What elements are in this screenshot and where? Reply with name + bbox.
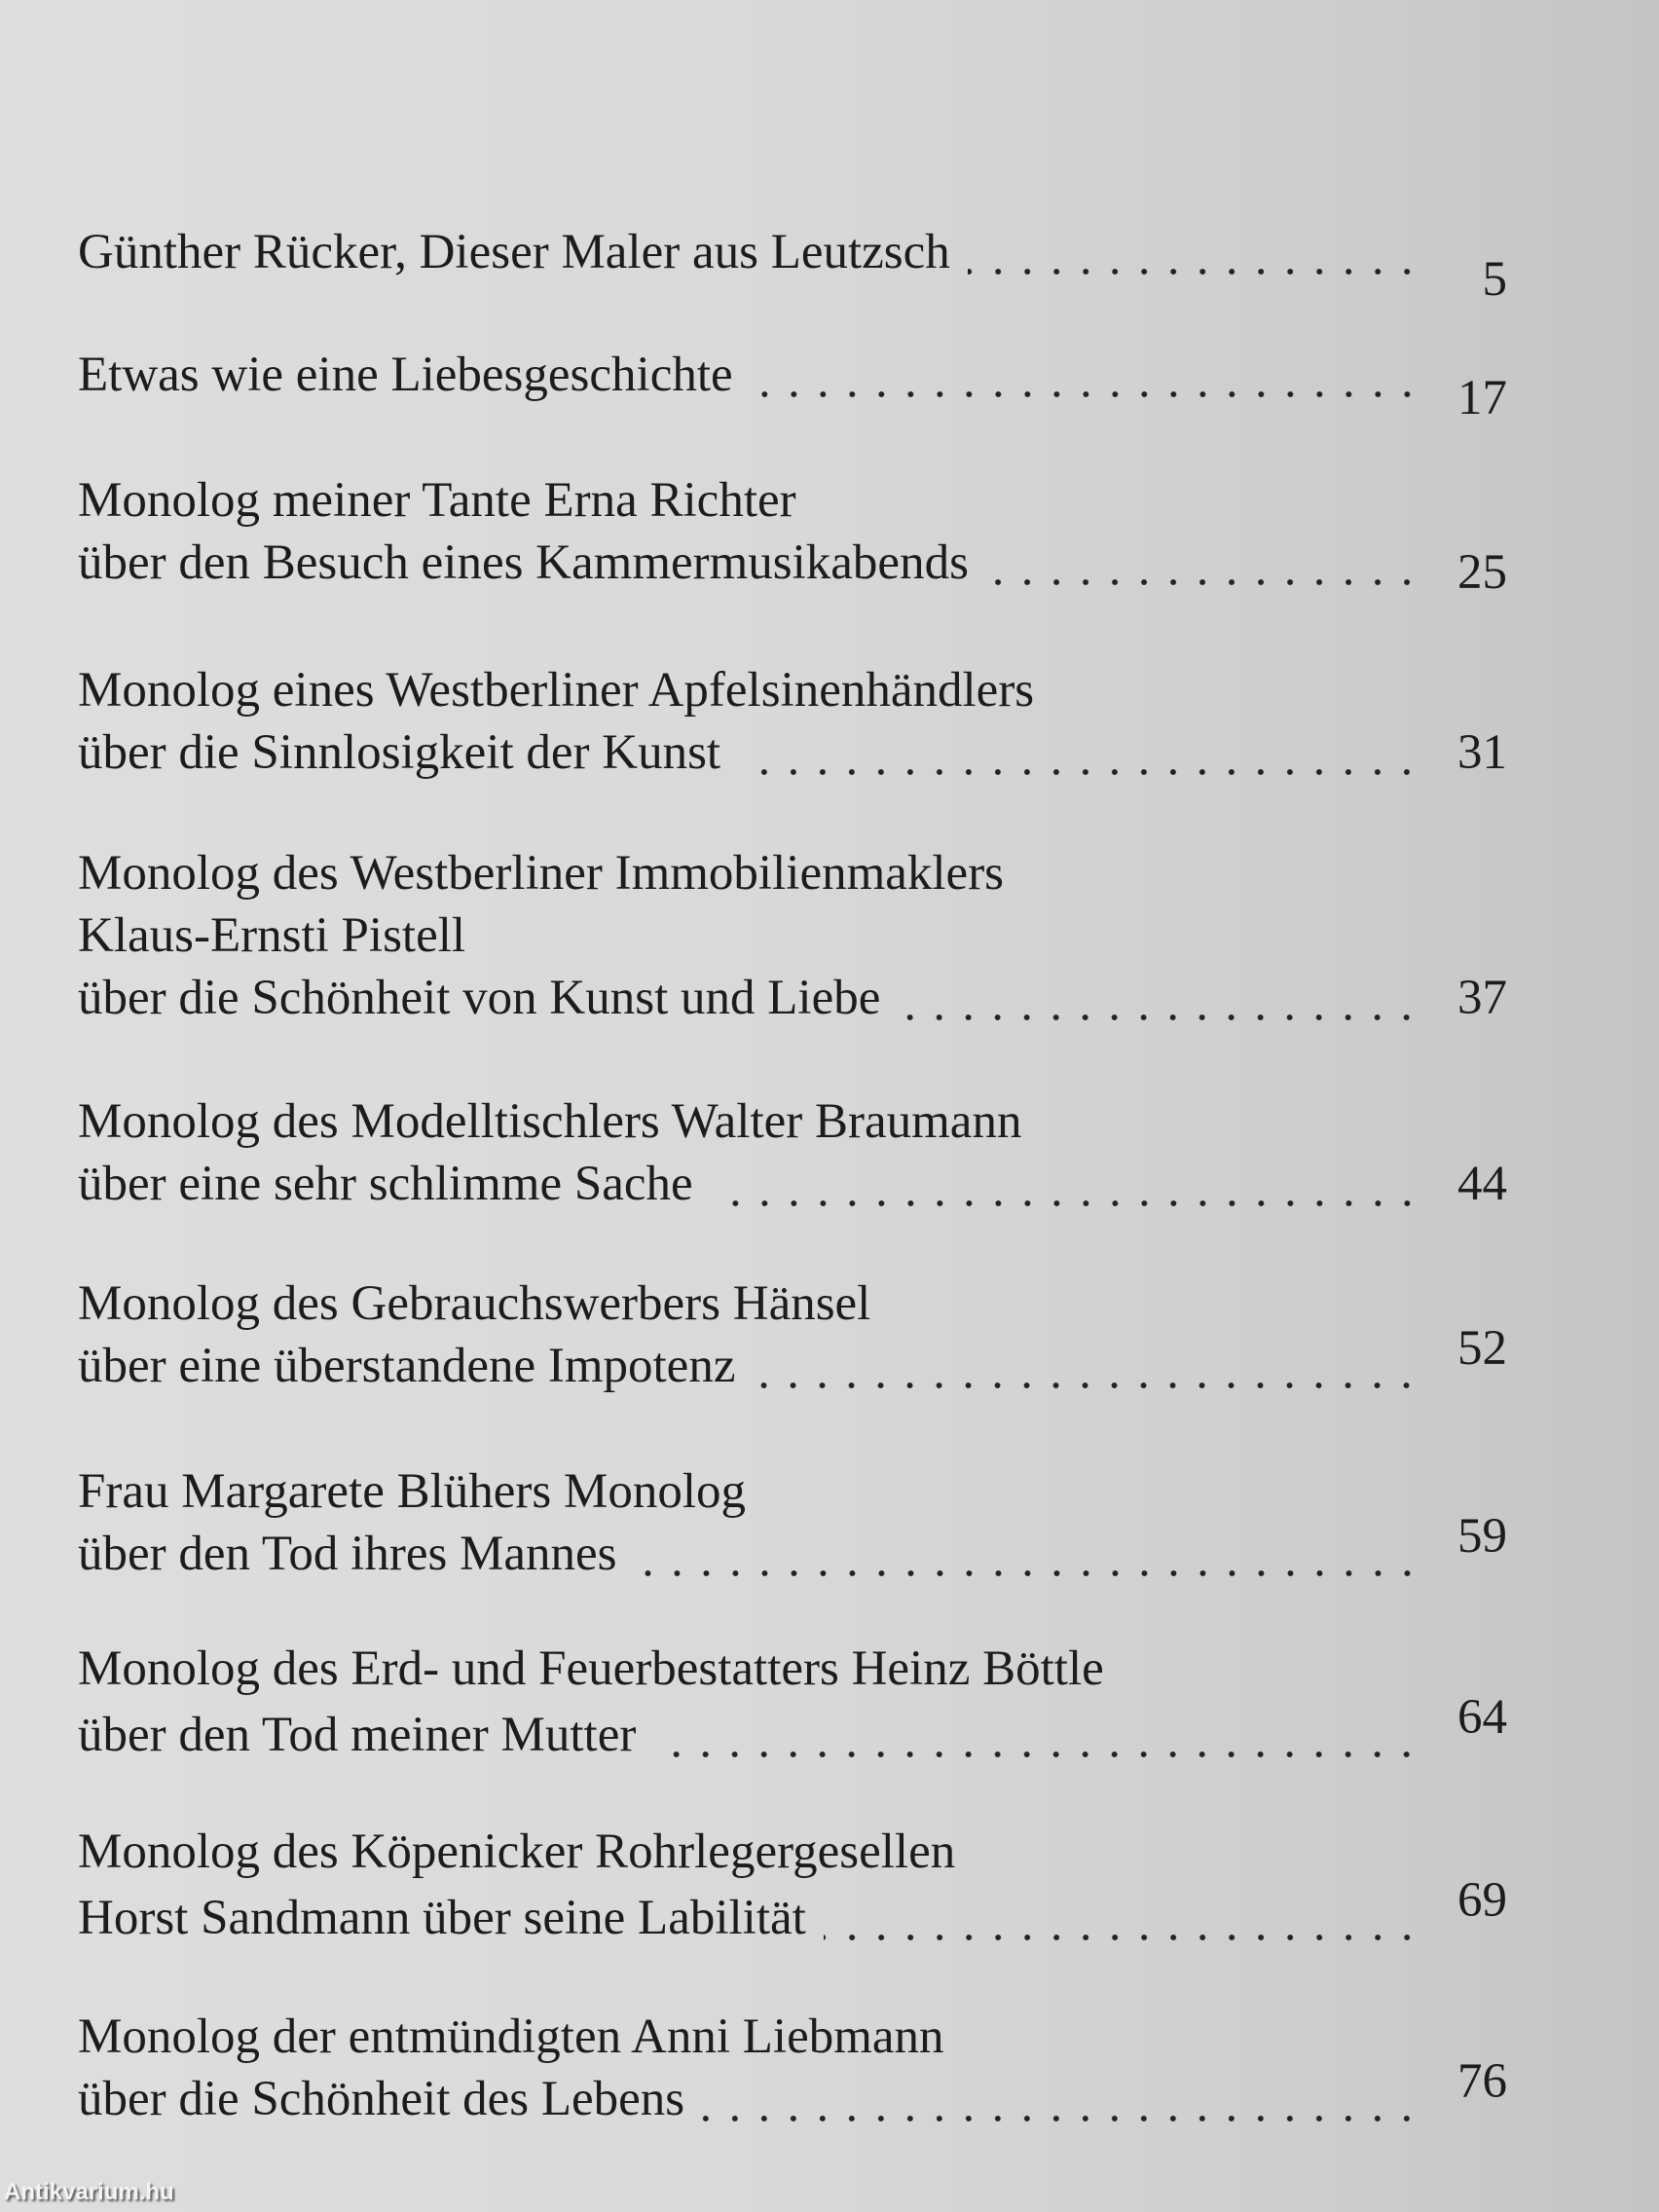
leader-dots [653,1704,1423,1766]
toc-entry [78,659,1507,784]
leader-dots [702,2068,1423,2130]
toc-entry [78,1821,1507,1949]
toc-page-number: 64 [1457,1690,1507,1745]
toc-entry-title-line: über die Schönheit von Kunst und Liebe [78,971,881,1025]
toc-entry-title-line: über den Tod ihres Mannes [78,1527,617,1581]
leader-dots [898,967,1423,1029]
leader-dots [753,1335,1423,1397]
leader-dots [738,721,1423,784]
toc-page-number: 31 [1457,725,1507,780]
toc-entry-title-line: Günther Rücker, Dieser Maler aus Leutzsch [78,225,950,279]
toc-entry [78,469,1507,600]
leader-dots [986,532,1423,594]
toc-entry-title-line: über die Sinnlosigkeit der Kunst [78,725,721,780]
toc-page-number: 17 [1457,371,1507,425]
toc-entry [78,344,1507,425]
toc-entry [78,221,1507,307]
toc-entry-title-line: Monolog des Westberliner Immobilienmaklers [78,846,1005,901]
toc-page-number: 44 [1457,1157,1507,1211]
leader-dots [711,1153,1423,1215]
toc-page-number: 25 [1457,545,1507,600]
toc-page-number: 69 [1457,1873,1507,1928]
toc-entry-title-line: Monolog der entmündigten Anni Liebmann [78,2009,944,2064]
toc-entry-title-line: Monolog eines Westberliner Apfelsinenhändlers [78,663,1035,718]
watermark: Antikvarium.hu [4,2179,174,2205]
toc-entry-title-line: Monolog des Modelltischlers Walter Braumann [78,1094,1022,1149]
toc-entry-title-line: Etwas wie eine Liebesgeschichte [78,348,733,402]
toc-entry-title-line: über die Schönheit des Lebens [78,2072,685,2126]
leader-dots [635,1523,1423,1585]
leader-dots [968,221,1423,283]
toc-entry-title-line: über eine überstandene Impotenz [78,1339,736,1393]
toc-entry [78,1272,1507,1397]
toc-page-number: 59 [1457,1509,1507,1564]
toc-page-number: 52 [1457,1321,1507,1376]
leader-dots [751,344,1423,406]
toc-entry-title-line: über eine sehr schlimme Sache [78,1157,693,1211]
toc-page-number: 76 [1457,2054,1507,2109]
toc-entry [78,842,1507,1029]
toc-entry-title-line: über den Tod meiner Mutter [78,1708,637,1762]
toc-entry-title-line: Monolog meiner Tante Erna Richter [78,473,796,528]
toc-entry-title-line: Monolog des Gebrauchswerbers Hänsel [78,1276,871,1331]
leader-dots [824,1887,1423,1949]
toc-entry [78,1090,1507,1215]
toc-entry [78,2006,1507,2130]
toc-entry-title-line: Monolog des Erd- und Feuerbestatters Heinz Böttle [78,1641,1104,1696]
toc-page-number: 37 [1457,971,1507,1025]
toc-entry [78,1460,1507,1585]
toc-entry [78,1638,1507,1766]
toc-entry-title-line: Klaus-Ernsti Pistell [78,908,466,963]
toc-entry-title-line: Monolog des Köpenicker Rohrlegergesellen [78,1825,956,1879]
toc-entry-title-line: über den Besuch eines Kammermusikabends [78,535,969,590]
toc-entry-title-line: Frau Margarete Blühers Monolog [78,1464,747,1519]
toc-entry-title-line: Horst Sandmann über seine Labilität [78,1891,806,1945]
toc-page-number: 5 [1482,252,1507,307]
